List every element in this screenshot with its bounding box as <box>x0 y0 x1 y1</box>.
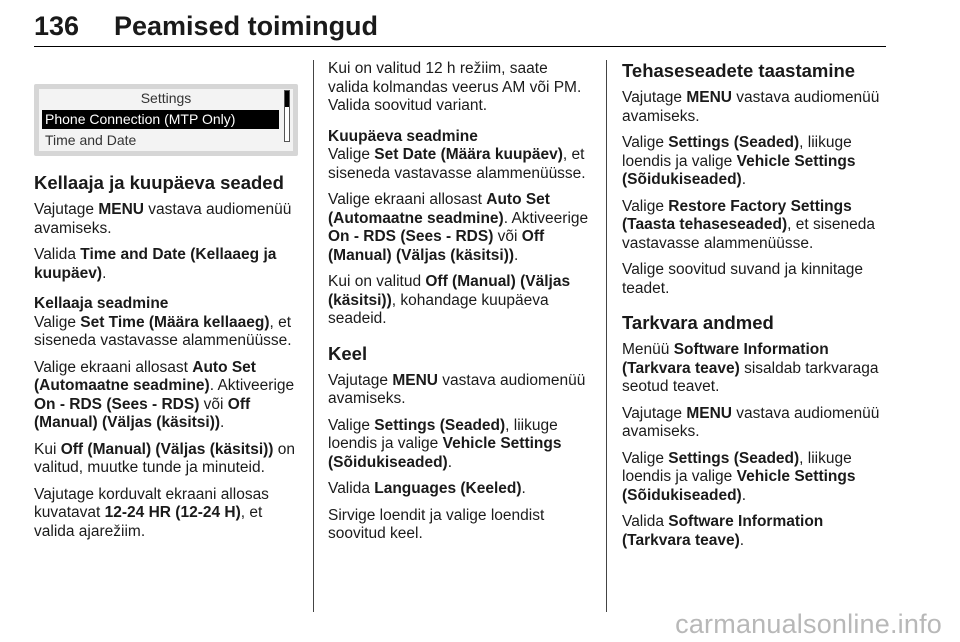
paragraph: Vajutage MENU vastava audiomenüü avamiseks. <box>622 404 880 440</box>
column-divider <box>606 60 607 612</box>
screen-list-item: Time and Date <box>45 132 137 148</box>
watermark: carmanualsonline.info <box>675 609 942 639</box>
paragraph: Valige Set Date (Määra kuupäev), et siseneda vastavasse alammenüüsse. <box>328 146 586 182</box>
section-heading: Tehaseseadete taastamine <box>622 60 856 81</box>
paragraph: Vajutage MENU vastava audiomenüü avamiseks. <box>622 89 880 125</box>
paragraph: Valida Languages (Keeled). <box>328 480 526 497</box>
paragraph: Valige ekraani allosast Auto Set (Automaatne seadmine). Aktiveerige On - RDS (Sees - RDS) või Off (Manual) (Väljas (käsitsi)). <box>34 358 295 431</box>
paragraph: Valige Restore Factory Settings (Taasta tehaseseaded), et siseneda vastavasse alammenüüsse. <box>622 197 876 252</box>
paragraph: Kui Off (Manual) (Väljas (käsitsi)) on valitud, muutke tunde ja minuteid. <box>34 440 296 476</box>
paragraph: Kui on valitud Off (Manual) (Väljas (käsitsi)), kohandage kuupäeva seadeid. <box>328 273 571 327</box>
paragraph: Kui on valitud 12 h režiim, saate valida kolmandas veerus AM või PM. Valida soovitud variant. <box>328 60 582 114</box>
section-heading: Kellaaja ja kuupäeva seaded <box>34 172 284 193</box>
page-number: 136 <box>34 11 80 41</box>
paragraph: Valige Set Time (Määra kellaaeg), et siseneda vastavasse alammenüüsse. <box>34 313 292 349</box>
column-divider <box>313 60 314 612</box>
paragraph: Vajutage korduvalt ekraani allosas kuvatavat 12-24 HR (12-24 H), et valida ajarežiim. <box>34 485 269 540</box>
paragraph: Valida Software Information (Tarkvara teave). <box>622 513 824 549</box>
section-heading: Keel <box>328 342 368 364</box>
paragraph: Vajutage MENU vastava audiomenüü avamiseks. <box>328 371 586 407</box>
column-1 <box>34 60 300 549</box>
subsection-heading: Kuupäeva seadmine <box>328 127 478 145</box>
screen-selected-item: Phone Connection (MTP Only) <box>42 110 279 129</box>
paragraph: Valida Time and Date (Kellaaeg ja kuupäev). <box>34 246 277 282</box>
subsection-heading: Kellaaja seadmine <box>34 295 169 312</box>
paragraph: Vajutage MENU vastava audiomenüü avamiseks. <box>34 201 292 237</box>
section-heading: Tarkvara andmed <box>622 312 774 333</box>
screen-title: Settings <box>140 90 192 106</box>
paragraph: Valige Settings (Seaded), liikuge loendis ja valige Vehicle Settings (Sõidukiseaded). <box>622 449 856 504</box>
chapter-title: Peamised toimingud <box>114 11 379 41</box>
paragraph: Valige Settings (Seaded), liikuge loendis ja valige Vehicle Settings (Sõidukiseaded). <box>328 416 562 471</box>
page-header <box>34 6 886 47</box>
column-3 <box>622 60 886 558</box>
paragraph: Sirvige loendit ja valige loendist soovitud keel. <box>328 506 545 542</box>
paragraph: Valige ekraani allosast Auto Set (Automaatne seadmine). Aktiveerige On - RDS (Sees - RDS) või Off (Manual) (Väljas (käsitsi)). <box>328 191 589 264</box>
paragraph: Valige Settings (Seaded), liikuge loendis ja valige Vehicle Settings (Sõidukiseaded). <box>622 134 856 188</box>
paragraph: Menüü Software Information (Tarkvara teave) sisaldab tarkvaraga seotud teavet. <box>622 341 879 395</box>
column-2 <box>328 60 590 552</box>
paragraph: Valige soovitud suvand ja kinnitage teadet. <box>622 261 863 297</box>
